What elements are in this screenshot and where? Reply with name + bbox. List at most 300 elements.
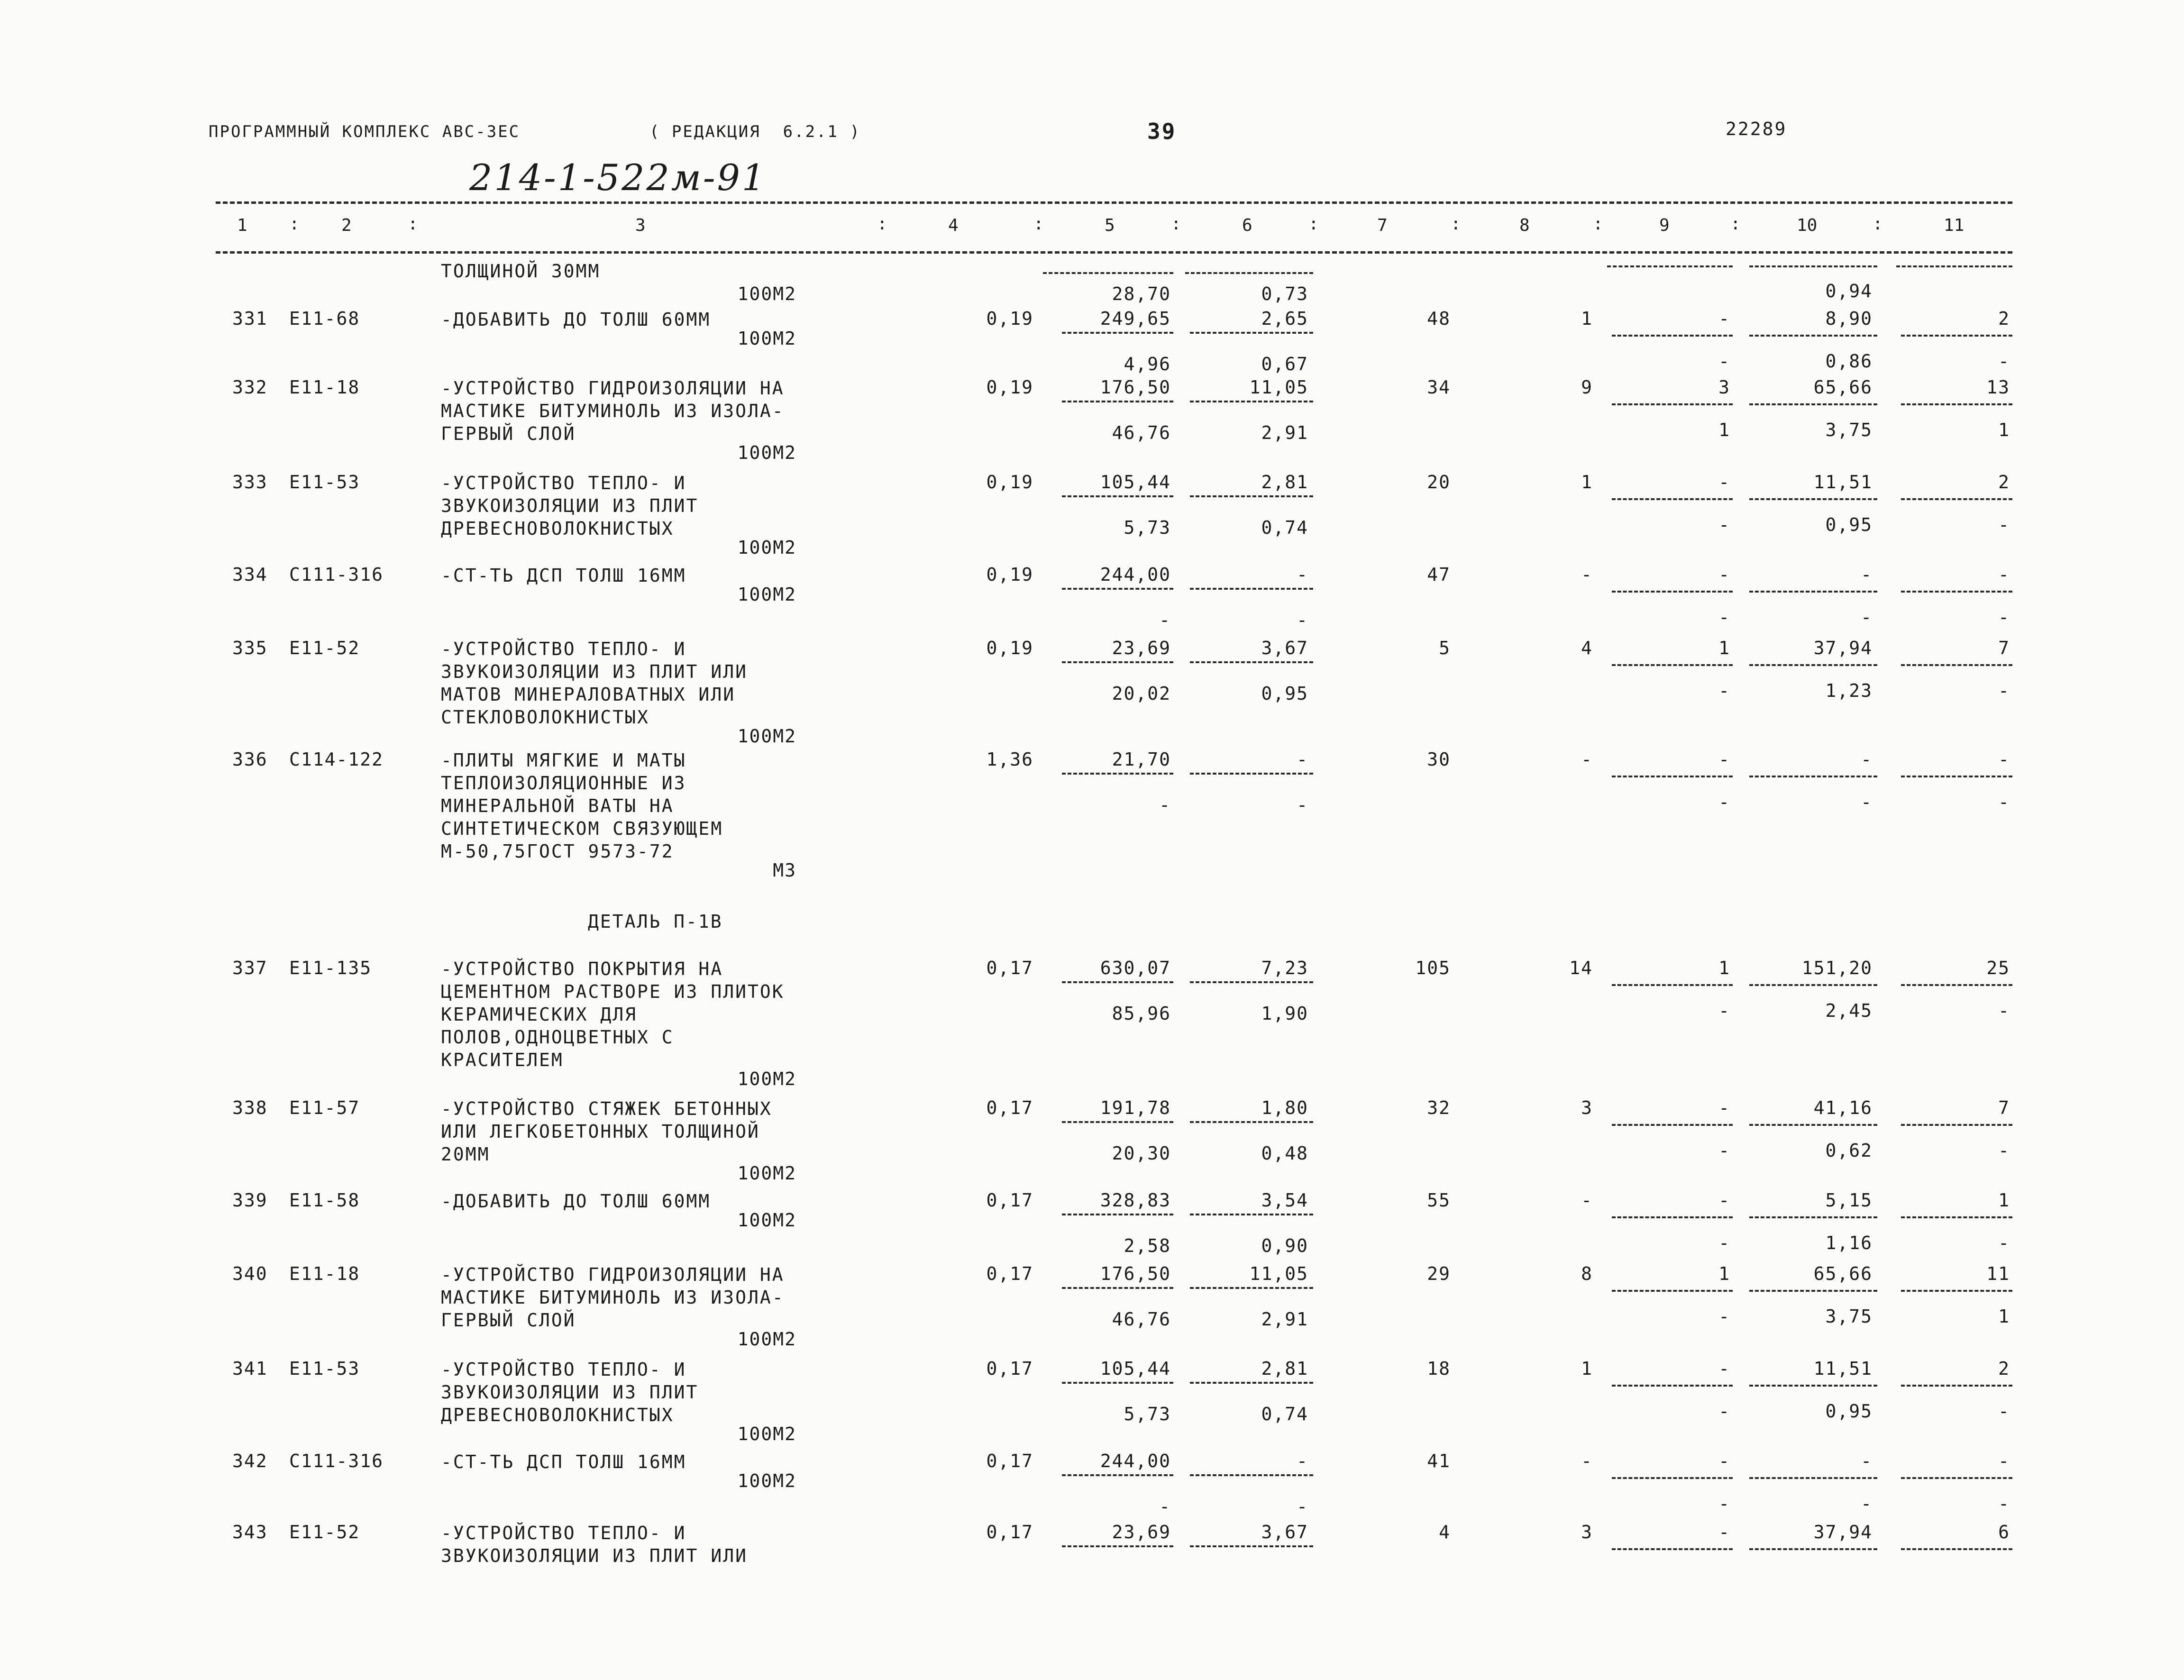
dash-rule: [1190, 588, 1313, 590]
page-number: 39: [1147, 119, 1177, 144]
value-col11-lower: -: [1998, 1140, 2010, 1161]
dash-rule: [1062, 401, 1173, 402]
value-col6: 2,81: [1261, 1358, 1308, 1379]
value-col5: 23,69: [1112, 1522, 1171, 1543]
value-col10-lower: 0,95: [1825, 1401, 1873, 1422]
item-description: 20ММ: [441, 1144, 490, 1165]
value-col6-lower: 2,91: [1261, 1309, 1308, 1330]
item-description: -УСТРОЙСТВО СТЯЖЕК БЕТОННЫХ: [441, 1098, 772, 1119]
value-col9-lower: -: [1718, 1000, 1730, 1021]
value-col6: -: [1297, 1451, 1308, 1471]
value-col7: 48: [1427, 308, 1451, 329]
dash-rule: [1062, 773, 1173, 775]
item-description: ДРЕВЕСНОВОЛОКНИСТЫХ: [441, 1405, 674, 1425]
item-description: СИНТЕТИЧЕСКОМ СВЯЗУЮЩЕМ: [441, 818, 723, 839]
value-col5: 23,69: [1112, 638, 1171, 658]
value-col6-lower: -: [1297, 794, 1308, 815]
value-col11: 2: [1998, 472, 2010, 493]
value-col11-lower: -: [1998, 680, 2010, 701]
item-description: МАСТИКЕ БИТУМИНОЛЬ ИЗ ИЗОЛА-: [441, 401, 785, 421]
value-col10-lower: 1,16: [1825, 1233, 1873, 1253]
unit: 100М2: [737, 1424, 796, 1444]
item-description: МАСТИКЕ БИТУМИНОЛЬ ИЗ ИЗОЛА-: [441, 1287, 785, 1308]
item-description: ЗВУКОИЗОЛЯЦИИ ИЗ ПЛИТ ИЛИ: [441, 661, 748, 682]
dash-rule: [1190, 401, 1313, 402]
item-description: КЕРАМИЧЕСКИХ ДЛЯ: [441, 1004, 638, 1025]
column-header-c1: 1: [237, 216, 247, 235]
dash-rule: [1749, 1548, 1877, 1550]
item-description: ЗВУКОИЗОЛЯЦИИ ИЗ ПЛИТ: [441, 495, 699, 516]
dash-rule: [1901, 1124, 2012, 1126]
value-col6-lower: 0,48: [1261, 1143, 1308, 1164]
value-col7: 20: [1427, 472, 1451, 493]
value-col9-lower: -: [1718, 1140, 1730, 1161]
value-col11: 13: [1986, 377, 2010, 398]
value-col9: -: [1718, 472, 1730, 493]
dash-rule: [1190, 1287, 1313, 1289]
item-code: С111-316: [289, 564, 384, 585]
value-col10-lower: 0,86: [1825, 351, 1873, 372]
value-col10-lower: 1,23: [1825, 680, 1873, 701]
item-code: Е11-18: [289, 377, 360, 398]
value-col4: 0,19: [986, 472, 1033, 493]
dash-rule: [1612, 1290, 1733, 1292]
value-col7: 29: [1427, 1263, 1451, 1284]
dash-rule: [1749, 1477, 1877, 1479]
item-description: -УСТРОЙСТВО ТЕПЛО- И: [441, 639, 686, 659]
item-code: Е11-57: [289, 1097, 360, 1118]
column-header-c2: 2: [341, 216, 352, 235]
value-col10-lower: 3,75: [1825, 1306, 1873, 1327]
value-col10: -: [1861, 1451, 1873, 1471]
value-col9-lower: -: [1718, 792, 1730, 813]
item-description: -УСТРОЙСТВО ТЕПЛО- И: [441, 473, 686, 493]
value-col11-lower: 1: [1998, 1306, 2010, 1327]
column-separator: :: [1730, 214, 1741, 234]
value-col9: -: [1718, 308, 1730, 329]
dash-rule: [1062, 1287, 1173, 1289]
value-col5-lower: -: [1159, 610, 1171, 630]
value-col6-lower: 0,74: [1261, 1404, 1308, 1424]
row-number: 341: [232, 1358, 268, 1379]
value-col9: -: [1718, 1522, 1730, 1543]
value-col6-lower: 0,74: [1261, 517, 1308, 538]
item-code: С111-316: [289, 1451, 384, 1471]
value-col11: 7: [1998, 638, 2010, 658]
value-col6-lower: -: [1297, 1496, 1308, 1517]
value-col5: 105,44: [1100, 472, 1171, 493]
value-col5: 328,83: [1100, 1190, 1171, 1211]
value-col5: 21,70: [1112, 749, 1171, 770]
value-col9-lower: -: [1718, 514, 1730, 535]
column-header-c7: 7: [1377, 216, 1388, 235]
column-separator: :: [1033, 214, 1044, 234]
value-col4: 0,17: [986, 1097, 1033, 1118]
value-col7: 32: [1427, 1097, 1451, 1118]
value-col9: 1: [1718, 638, 1730, 658]
dash-rule: [1062, 588, 1173, 590]
value-col7: 30: [1427, 749, 1451, 770]
item-description: -УСТРОЙСТВО ГИДРОИЗОЛЯЦИИ НА: [441, 1264, 785, 1285]
continued-description: ТОЛЩИНОЙ 30ММ: [441, 261, 601, 282]
item-description: СТЕКЛОВОЛОКНИСТЫХ: [441, 707, 649, 728]
value-col6-lower: 1,90: [1261, 1003, 1308, 1024]
item-description: ГЕРВЫЙ СЛОЙ: [441, 423, 576, 444]
item-code: Е11-52: [289, 1522, 360, 1543]
dash-rule: [1043, 272, 1173, 274]
dash-rule: [1901, 498, 2012, 500]
value-col8: 4: [1581, 638, 1593, 658]
value-col5-lower: 5,73: [1124, 517, 1171, 538]
column-header-c5: 5: [1105, 216, 1115, 235]
value-col5-lower: 4,96: [1124, 354, 1171, 374]
value-col10-lower: -: [1861, 1493, 1873, 1514]
value-col7: 105: [1415, 958, 1451, 978]
column-header-c6: 6: [1242, 216, 1252, 235]
value-col8: 14: [1569, 958, 1593, 978]
value-col11: 2: [1998, 308, 2010, 329]
row-number: 335: [232, 638, 268, 658]
dash-rule: [1062, 1545, 1173, 1547]
item-description: -ПЛИТЫ МЯГКИЕ И МАТЫ: [441, 750, 686, 771]
value-col11: -: [1998, 749, 2010, 770]
value-col9: -: [1718, 1451, 1730, 1471]
value-col7: 34: [1427, 377, 1451, 398]
item-description: ДРЕВЕСНОВОЛОКНИСТЫХ: [441, 518, 674, 539]
row-number: 334: [232, 564, 268, 585]
value-col8: 3: [1581, 1097, 1593, 1118]
dash-rule: [1749, 403, 1877, 405]
dash-rule: [1190, 495, 1313, 497]
value-col6-lower: 0,67: [1261, 354, 1308, 374]
row-number: 331: [232, 308, 268, 329]
value-col10: -: [1861, 564, 1873, 585]
value-col5: 249,65: [1100, 308, 1171, 329]
value-col5-lower: 20,30: [1112, 1143, 1171, 1164]
value-col7: 4: [1439, 1522, 1451, 1543]
dash-rule: [1901, 776, 2012, 777]
dash-rule: [1190, 1474, 1313, 1476]
value-col11-lower: -: [1998, 792, 2010, 813]
dash-rule: [1749, 265, 1877, 267]
dash-rule: [1185, 272, 1313, 274]
value-col10: 41,16: [1813, 1097, 1873, 1118]
dash-rule: [1062, 332, 1173, 334]
value-col6: -: [1297, 749, 1308, 770]
handwritten-number: 214-1-522м-91: [469, 156, 767, 199]
value-col5: 176,50: [1100, 1263, 1171, 1284]
value-col5-lower: -: [1159, 1496, 1171, 1517]
edition-label: ( РЕДАКЦИЯ 6.2.1 ): [649, 122, 861, 141]
value-col11-lower: -: [1998, 1233, 2010, 1253]
row-number: 337: [232, 958, 268, 978]
value-col10-lower: -: [1861, 792, 1873, 813]
unit: 100М2: [737, 537, 796, 558]
dash-rule: [1901, 1548, 2012, 1550]
column-header-c8: 8: [1519, 216, 1530, 235]
column-header-c9: 9: [1659, 216, 1670, 235]
item-code: Е11-58: [289, 1190, 360, 1211]
value-col10-lower: -: [1861, 607, 1873, 628]
dash-rule: [1749, 498, 1877, 500]
value-col11-lower: -: [1998, 1401, 2010, 1422]
value-col10: 65,66: [1813, 377, 1873, 398]
value-col9-lower: -: [1718, 1401, 1730, 1422]
value-col7: 55: [1427, 1190, 1451, 1211]
value-col9-lower: -: [1718, 351, 1730, 372]
value-col9: 1: [1718, 1263, 1730, 1284]
value-col5: 630,07: [1100, 958, 1171, 978]
dash-rule: [1190, 981, 1313, 983]
value-col10: 11,51: [1813, 1358, 1873, 1379]
value-col10: 8,90: [1825, 308, 1873, 329]
value-col9: -: [1718, 1358, 1730, 1379]
dash-rule: [1612, 1477, 1733, 1479]
dash-rule: [1190, 332, 1313, 334]
column-separator: :: [289, 214, 300, 234]
item-code: Е11-53: [289, 1358, 360, 1379]
dash-rule: [1901, 335, 2012, 337]
item-description: М-50,75ГОСТ 9573-72: [441, 841, 674, 862]
dash-rule: [1901, 1477, 2012, 1479]
item-code: С114-122: [289, 749, 384, 770]
row-number: 339: [232, 1190, 268, 1211]
row-number: 336: [232, 749, 268, 770]
value-col11: -: [1998, 1451, 2010, 1471]
value-col5-lower: 5,73: [1124, 1404, 1171, 1424]
value-col9: 1: [1718, 958, 1730, 978]
item-description: -ДОБАВИТЬ ДО ТОЛШ 60ММ: [441, 309, 711, 330]
dash-rule: [1062, 1214, 1173, 1215]
value-col5-lower: 20,02: [1112, 683, 1171, 704]
document-code: 22289: [1726, 119, 1787, 139]
value-col11: 25: [1986, 958, 2010, 978]
value-col10: 65,66: [1813, 1263, 1873, 1284]
value-col4: 0,17: [986, 1522, 1033, 1543]
value-col6: 7,23: [1261, 958, 1308, 978]
value-col10: 37,94: [1813, 638, 1873, 658]
item-description: ТЕПЛОИЗОЛЯЦИОННЫЕ ИЗ: [441, 773, 686, 794]
dash-rule: [1749, 335, 1877, 337]
value-col11: -: [1998, 564, 2010, 585]
value-col11: 7: [1998, 1097, 2010, 1118]
value-col8: -: [1581, 564, 1593, 585]
dash-rule: [1062, 1121, 1173, 1123]
dash-rule: [1612, 1124, 1733, 1126]
value-col10: 11,51: [1813, 472, 1873, 493]
value-col8: 9: [1581, 377, 1593, 398]
dash-rule: [1749, 1124, 1877, 1126]
value-col6: 11,05: [1249, 1263, 1308, 1284]
value-col4: 0,17: [986, 1263, 1033, 1284]
value-col11: 6: [1998, 1522, 2010, 1543]
item-code: Е11-53: [289, 472, 360, 493]
dash-rule: [1612, 1385, 1733, 1387]
item-description: МИНЕРАЛЬНОЙ ВАТЫ НА: [441, 795, 674, 816]
item-description: -УСТРОЙСТВО ПОКРЫТИЯ НА: [441, 959, 723, 979]
value-col6: 3,54: [1261, 1190, 1308, 1211]
value-col4: 0,19: [986, 308, 1033, 329]
value-col5: 176,50: [1100, 377, 1171, 398]
value-col8: 1: [1581, 472, 1593, 493]
value-col9: -: [1718, 1097, 1730, 1118]
value-col5-lower: 46,76: [1112, 1309, 1171, 1330]
value-col10-lower: 0,62: [1825, 1140, 1873, 1161]
dash-rule: [1901, 1290, 2012, 1292]
row-number: 333: [232, 472, 268, 493]
value-col6-lower: 2,91: [1261, 422, 1308, 443]
value-col11-lower: 1: [1998, 420, 2010, 440]
value-col4: 0,19: [986, 377, 1033, 398]
unit: 100М2: [737, 1163, 796, 1184]
value-col6-lower: 0,95: [1261, 683, 1308, 704]
value-col11: 2: [1998, 1358, 2010, 1379]
row-number: 332: [232, 377, 268, 398]
value-col4: 1,36: [986, 749, 1033, 770]
value-col5-lower: 28,70: [1112, 283, 1171, 304]
dash-rule: [1749, 1216, 1877, 1218]
column-separator: :: [1451, 214, 1461, 234]
dash-rule: [1607, 265, 1733, 267]
value-col8: 8: [1581, 1263, 1593, 1284]
item-code: Е11-18: [289, 1263, 360, 1284]
value-col11-lower: -: [1998, 607, 2010, 628]
value-col5-lower: 46,76: [1112, 422, 1171, 443]
dash-rule: [1901, 664, 2012, 666]
item-description: -УСТРОЙСТВО ГИДРОИЗОЛЯЦИИ НА: [441, 378, 785, 399]
value-col11-lower: -: [1998, 514, 2010, 535]
item-description: ЦЕМЕНТНОМ РАСТВОРЕ ИЗ ПЛИТОК: [441, 981, 785, 1002]
value-col6: 2,81: [1261, 472, 1308, 493]
value-col10: -: [1861, 749, 1873, 770]
row-number: 340: [232, 1263, 268, 1284]
value-col11: 1: [1998, 1190, 2010, 1211]
item-description: ЗВУКОИЗОЛЯЦИИ ИЗ ПЛИТ ИЛИ: [441, 1545, 748, 1566]
unit: 100М2: [737, 1329, 796, 1350]
value-col8: 3: [1581, 1522, 1593, 1543]
value-col11: 11: [1986, 1263, 2010, 1284]
dash-rule: [1901, 1385, 2012, 1387]
item-description: ИЛИ ЛЕГКОБЕТОННЫХ ТОЛЩИНОЙ: [441, 1121, 760, 1142]
value-col8: -: [1581, 1451, 1593, 1471]
value-col7: 47: [1427, 564, 1451, 585]
unit: 100М2: [737, 442, 796, 463]
column-header-c10: 10: [1797, 216, 1818, 235]
dash-rule: [1896, 265, 2012, 267]
dash-rule: [1749, 1385, 1877, 1387]
value-col11-lower: -: [1998, 351, 2010, 372]
value-col11-lower: -: [1998, 1000, 2010, 1021]
dash-rule: [1612, 1548, 1733, 1550]
unit: 100М2: [737, 1470, 796, 1491]
dash-rule: [1612, 498, 1733, 500]
item-description: -СТ-ТЬ ДСП ТОЛШ 16ММ: [441, 1452, 686, 1472]
value-col10-lower: 0,95: [1825, 514, 1873, 535]
column-header-c4: 4: [948, 216, 959, 235]
value-col10: 5,15: [1825, 1190, 1873, 1211]
column-header-c11: 11: [1944, 216, 1965, 235]
value-col9-lower: -: [1718, 1306, 1730, 1327]
value-col6-lower: 0,73: [1261, 283, 1308, 304]
column-separator: :: [877, 214, 887, 234]
value-col9-lower: -: [1718, 1493, 1730, 1514]
value-col8: -: [1581, 1190, 1593, 1211]
value-col4: 0,19: [986, 564, 1033, 585]
column-separator: :: [1171, 214, 1181, 234]
unit: 100М2: [737, 1068, 796, 1089]
value-col7: 41: [1427, 1451, 1451, 1471]
dash-rule: [1190, 1214, 1313, 1215]
column-separator: :: [408, 214, 418, 234]
dash-rule: [1612, 776, 1733, 777]
dash-rule: [1612, 664, 1733, 666]
value-col5: 105,44: [1100, 1358, 1171, 1379]
item-code: Е11-52: [289, 638, 360, 658]
value-col10-lower: 2,45: [1825, 1000, 1873, 1021]
dash-rule: [1062, 1382, 1173, 1384]
dash-rule: [1749, 664, 1877, 666]
dash-rule: [1901, 403, 2012, 405]
column-header-c3: 3: [635, 216, 646, 235]
column-separator: :: [1593, 214, 1603, 234]
value-col7: 18: [1427, 1358, 1451, 1379]
dash-rule: [1062, 981, 1173, 983]
dash-rule: [1749, 1290, 1877, 1292]
value-col9-lower: -: [1718, 607, 1730, 628]
value-col4: 0,17: [986, 1190, 1033, 1211]
value-col5: 244,00: [1100, 564, 1171, 585]
value-col10-lower: 0,94: [1825, 281, 1873, 301]
item-description: КРАСИТЕЛЕМ: [441, 1050, 564, 1070]
value-col6: 3,67: [1261, 1522, 1308, 1543]
dash-rule: [1612, 984, 1733, 986]
value-col7: 5: [1439, 638, 1451, 658]
value-col11-lower: -: [1998, 1493, 2010, 1514]
header-rule-top: [216, 201, 2012, 204]
dash-rule: [1062, 495, 1173, 497]
unit: 100М2: [737, 584, 796, 605]
dash-rule: [1190, 1382, 1313, 1384]
dash-rule: [1901, 591, 2012, 593]
value-col5: 191,78: [1100, 1097, 1171, 1118]
value-col10: 151,20: [1801, 958, 1873, 978]
dash-rule: [1190, 773, 1313, 775]
item-description: ПОЛОВ,ОДНОЦВЕТНЫХ С: [441, 1027, 674, 1048]
value-col4: 0,17: [986, 958, 1033, 978]
dash-rule: [1901, 1216, 2012, 1218]
value-col9-lower: 1: [1718, 420, 1730, 440]
value-col6: 2,65: [1261, 308, 1308, 329]
value-col4: 0,17: [986, 1358, 1033, 1379]
value-col9-lower: -: [1718, 680, 1730, 701]
dash-rule: [1749, 984, 1877, 986]
dash-rule: [1190, 661, 1313, 663]
value-col8: 1: [1581, 1358, 1593, 1379]
section-title: ДЕТАЛЬ П-1В: [588, 911, 723, 932]
dash-rule: [1749, 776, 1877, 777]
value-col9-lower: -: [1718, 1233, 1730, 1253]
dash-rule: [1749, 591, 1877, 593]
unit: 100М2: [737, 283, 796, 304]
value-col6: 1,80: [1261, 1097, 1308, 1118]
item-description: -СТ-ТЬ ДСП ТОЛШ 16ММ: [441, 565, 686, 586]
value-col6: 3,67: [1261, 638, 1308, 658]
item-description: -ДОБАВИТЬ ДО ТОЛШ 60ММ: [441, 1191, 711, 1212]
unit: М3: [773, 860, 796, 881]
item-description: МАТОВ МИНЕРАЛОВАТНЫХ ИЛИ: [441, 684, 736, 705]
value-col6-lower: -: [1297, 610, 1308, 630]
dash-rule: [1190, 1545, 1313, 1547]
